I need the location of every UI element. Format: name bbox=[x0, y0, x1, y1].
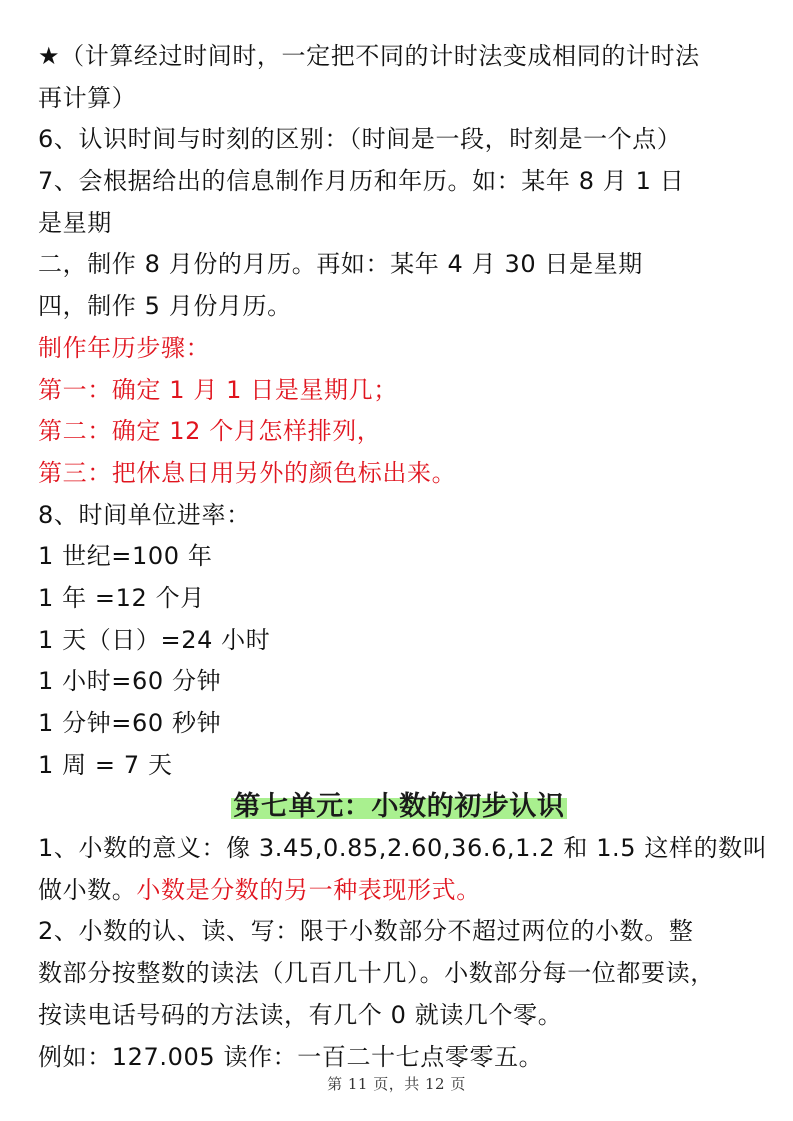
text-line: ★（计算经过时间时，一定把不同的计时法变成相同的计时法 bbox=[38, 42, 700, 70]
time-unit-minute: 1 分钟=60 秒钟 bbox=[38, 709, 222, 737]
time-unit-century: 1 世纪=100 年 bbox=[38, 542, 213, 571]
text-line: 再计算） bbox=[38, 83, 137, 112]
paragraph-1-line-1: 1、小数的意义：像 3.45,0.85,2.60,36.6,1.2 和 1.5 这样的数叫 bbox=[38, 834, 768, 863]
paragraph-2-line-1: 2、小数的认、读、写：限于小数部分不超过两位的小数。整 bbox=[38, 917, 694, 946]
paragraph-1-black-text: 做小数。 bbox=[38, 875, 137, 904]
section-title bbox=[38, 786, 760, 828]
text-line: 四，制作 5 月份月历。 bbox=[38, 292, 292, 321]
time-unit-week: 1 周 = 7 天 bbox=[38, 750, 173, 779]
text-line: 二，制作 8 月份的月历。再如：某年 4 月 30 日是星期 bbox=[38, 250, 643, 279]
text-line: 是星期 bbox=[38, 208, 112, 237]
time-units-heading: 8、时间单位进率： bbox=[38, 500, 251, 529]
paragraph-2-line-4: 例如：127.005 读作：一百二十七点零零五。 bbox=[38, 1042, 544, 1071]
calendar-step-2: 第二：确定 12 个月怎样排列， bbox=[38, 417, 382, 446]
calendar-steps-heading: 制作年历步骤： bbox=[38, 333, 211, 362]
calendar-step-1: 第一：确定 1 月 1 日是星期几； bbox=[38, 375, 398, 404]
time-unit-day: 1 天（日）=24 小时 bbox=[38, 625, 271, 654]
text-line: 6、认识时间与时刻的区别：（时间是一段，时刻是一个点） bbox=[38, 125, 682, 154]
section-title-text: 第七单元：小数的初步认识 bbox=[233, 791, 565, 823]
calendar-step-3: 第三：把休息日用另外的颜色标出来。 bbox=[38, 458, 457, 487]
time-unit-year: 1 年 =12 个月 bbox=[38, 583, 205, 612]
text-line: 7、会根据给出的信息制作月历和年历。如：某年 8 月 1 日 bbox=[38, 167, 685, 196]
time-unit-hour: 1 小时=60 分钟 bbox=[38, 667, 222, 696]
paragraph-2-line-2: 数部分按整数的读法（几百几十几）。小数部分每一位都要读， bbox=[38, 959, 715, 988]
page-footer: 第 11 页，共 12 页 bbox=[327, 1075, 466, 1093]
paragraph-1-red-emphasis: 小数是分数的另一种表现形式。 bbox=[136, 875, 481, 904]
paragraph-2-line-3: 按读电话号码的方法读，有几个 0 就读几个零。 bbox=[38, 1000, 563, 1029]
document-page bbox=[38, 36, 768, 1078]
paragraph-1-line-2 bbox=[38, 870, 760, 912]
